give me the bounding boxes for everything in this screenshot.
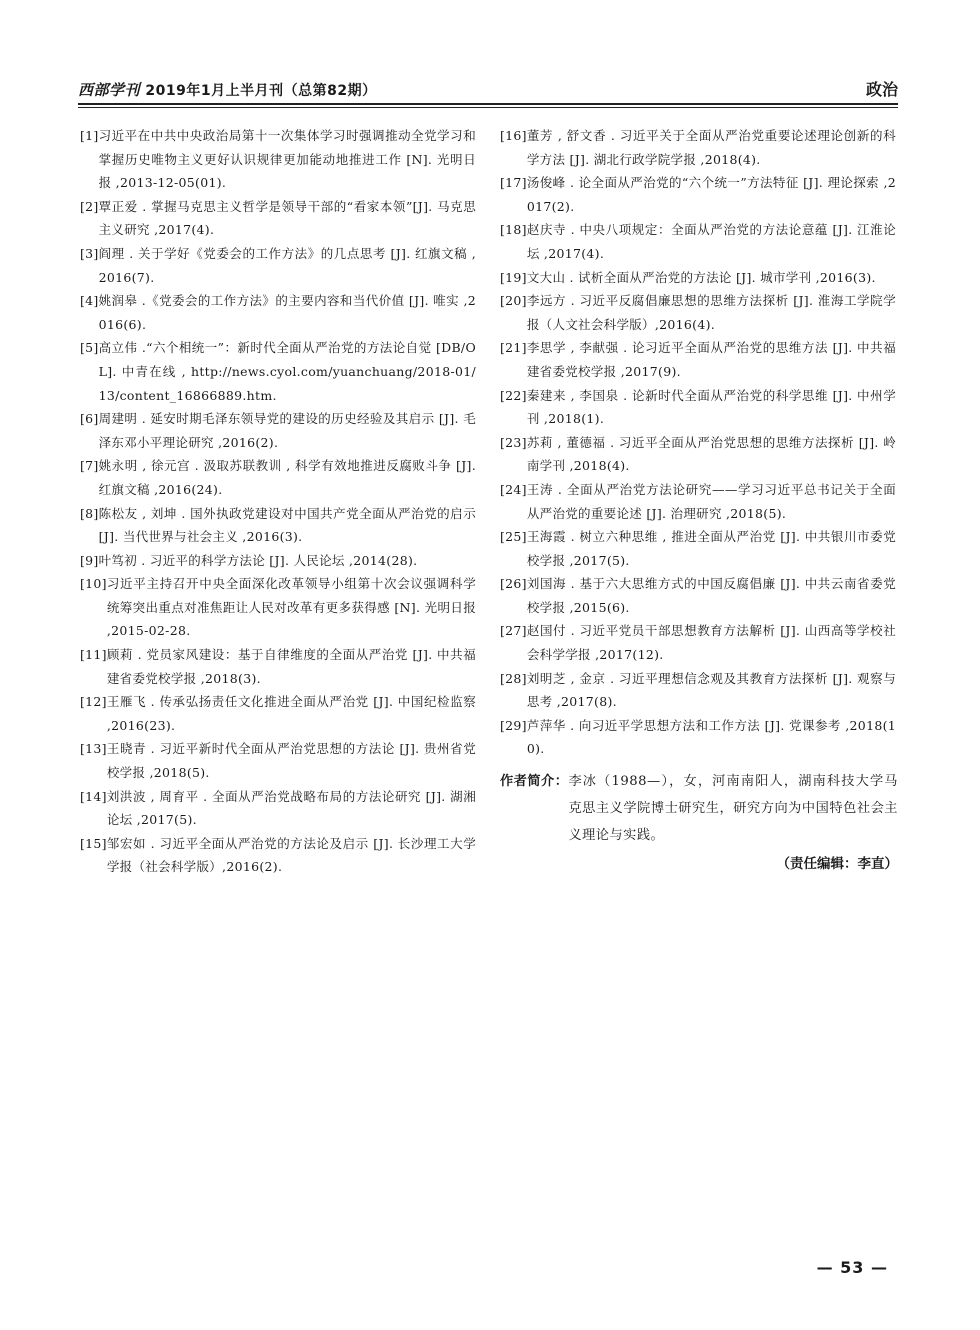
reference-number: [28] [500, 670, 527, 686]
reference-number: [29] [500, 717, 527, 733]
reference-item [80, 242, 476, 289]
reference-text: 赵庆寺 . 中央八项规定：全面从严治党的方法论意蕴 [J]. 江淮论坛 ,2017(4). [526, 222, 896, 261]
reference-item [500, 525, 896, 572]
reference-text: 王海霞 . 树立六种思维 , 推进全面从严治党 [J]. 中共银川市委党校学报 ,2017(5). [526, 529, 896, 568]
reference-item [80, 454, 476, 501]
reference-text: 王雁飞 . 传承弘扬责任文化推进全面从严治党 [J]. 中国纪检监察 ,2016(23). [106, 694, 476, 733]
reference-text: 苏莉 , 董德福 . 习近平全面从严治党思想的思维方法探析 [J]. 岭南学刊 ,2018(4). [526, 434, 896, 474]
reference-text: 习近平主持召开中央全面深化改革领导小组第十次会议强调科学统筹突出重点对准焦距让人民对改革有更多获得感 [N]. 光明日报 ,2015-02-28. [106, 576, 476, 639]
reference-item [80, 690, 476, 737]
reference-text: 顾莉 . 党员家风建设：基于自律维度的全面从严治党 [J]. 中共福建省委党校学报 ,2018(3). [106, 647, 476, 686]
reference-number: [9] [80, 552, 99, 568]
reference-item [500, 266, 896, 290]
reference-item [500, 431, 896, 478]
reference-text: 习近平在中共中央政治局第十一次集体学习时强调推动全党学习和掌握历史唯物主义更好认识规律更加能动地推进工作 [N]. 光明日报 ,2013-12-05(01). [98, 128, 476, 191]
reference-item [80, 289, 476, 336]
reference-text: 王晓青 . 习近平新时代全面从严治党思想的方法论 [J]. 贵州省党校学报 ,2018(5). [106, 741, 476, 781]
journal-name: 西部学刊 [78, 81, 141, 99]
reference-item [80, 124, 476, 195]
reference-text: 汤俊峰 . 论全面从严治党的“六个统一”方法特征 [J]. 理论探索 ,2017(2). [526, 175, 896, 214]
reference-item [80, 785, 476, 832]
reference-item [80, 832, 476, 879]
reference-number: [20] [500, 293, 527, 309]
reference-item [80, 195, 476, 242]
references-left-column [80, 124, 476, 879]
reference-text: 李远方 . 习近平反腐倡廉思想的思维方法探析 [J]. 淮海工学院学报（人文社会科学版）,2016(4). [526, 293, 896, 332]
reference-item [500, 171, 896, 218]
reference-item [500, 714, 896, 761]
reference-number: [21] [500, 340, 527, 356]
reference-item [80, 549, 476, 573]
reference-item [500, 124, 896, 171]
reference-number: [11] [80, 647, 107, 663]
author-bio-label: 作者简介： [500, 774, 569, 789]
reference-number: [12] [80, 694, 107, 710]
reference-text: 文大山 . 试析全面从严治党的方法论 [J]. 城市学刊 ,2016(3). [526, 269, 876, 285]
reference-text: 刘洪波 , 周育平 . 全面从严治党战略布局的方法论研究 [J]. 湖湘论坛 ,2017(5). [106, 788, 476, 828]
running-header [78, 76, 898, 100]
reference-number: [19] [500, 269, 527, 285]
reference-number: [18] [500, 222, 527, 238]
reference-number: [14] [80, 788, 107, 804]
reference-text: 刘明芝 , 金京 . 习近平理想信念观及其教育方法探析 [J]. 观察与思考 ,2017(8). [526, 670, 896, 710]
editor-note: （责任编辑：李直） [776, 856, 898, 872]
reference-item [500, 384, 896, 431]
reference-text: 周建明 . 延安时期毛泽东领导党的建设的历史经验及其启示 [J]. 毛泽东邓小平理论研究 ,2016(2). [98, 411, 476, 450]
author-bio [500, 768, 898, 849]
reference-text: 陈松友 , 刘坤 . 国外执政党建设对中国共产党全面从严治党的启示 [J]. 当代世界与社会主义 ,2016(3). [98, 505, 476, 545]
reference-item [80, 407, 476, 454]
reference-number: [23] [500, 434, 527, 450]
reference-number: [7] [80, 458, 99, 474]
issue-info: 2019年1月上半月刊（总第82期） [145, 83, 377, 99]
reference-number: [24] [500, 481, 527, 497]
page-number: — 53 — [816, 1258, 888, 1277]
section-title: 政治 [865, 80, 898, 99]
reference-number: [2] [80, 198, 99, 214]
reference-item [80, 643, 476, 690]
reference-number: [5] [80, 340, 99, 356]
reference-number: [1] [80, 128, 99, 143]
reference-number: [22] [500, 387, 527, 403]
reference-item [80, 572, 476, 643]
reference-number: [4] [80, 293, 99, 309]
reference-item [500, 478, 896, 525]
reference-text: 董芳 , 舒文香 . 习近平关于全面从严治党重要论述理论创新的科学方法 [J]. 湖北行政学院学报 ,2018(4). [526, 128, 896, 167]
reference-item [500, 218, 896, 265]
reference-text: 姚永明 , 徐元宫 . 汲取苏联教训 , 科学有效地推进反腐败斗争 [J]. 红旗文稿 ,2016(24). [98, 458, 476, 497]
reference-item [500, 572, 896, 619]
header-rule [78, 103, 898, 108]
reference-number: [3] [80, 245, 99, 261]
reference-number: [26] [500, 576, 527, 592]
reference-number: [25] [500, 529, 527, 545]
reference-item [500, 336, 896, 383]
reference-text: 王涛 . 全面从严治党方法论研究——学习习近平总书记关于全面从严治党的重要论述 [J]. 治理研究 ,2018(5). [526, 481, 896, 521]
reference-text: 高立伟 .“六个相统一”：新时代全面从严治党的方法论自觉 [DB/OL]. 中青在线 , http://news.cyol.com/yuanchuang/2018-01/13/content_16866889.htm. [98, 340, 476, 403]
reference-text: 赵国付 . 习近平党员干部思想教育方法解析 [J]. 山西高等学校社会科学学报 ,2017(12). [526, 623, 896, 663]
reference-text: 芦萍华 . 向习近平学思想方法和工作方法 [J]. 党课参考 ,2018(10). [526, 717, 896, 757]
journal-issue-line [78, 79, 377, 100]
author-bio-text: 李冰（1988—），女，河南南阳人，湖南科技大学马克思主义学院博士研究生，研究方向为中国特色社会主义理论与实践。 [568, 774, 898, 843]
reference-item [500, 619, 896, 666]
reference-item [500, 667, 896, 714]
reference-number: [10] [80, 576, 107, 592]
reference-number: [8] [80, 505, 99, 521]
reference-text: 姚润皋 .《党委会的工作方法》的主要内容和当代价值 [J]. 唯实 ,2016(6). [98, 293, 476, 332]
reference-text: 刘国海 . 基于六大思维方式的中国反腐倡廉 [J]. 中共云南省委党校学报 ,2015(6). [526, 576, 896, 615]
references-right-column [500, 124, 896, 761]
reference-number: [17] [500, 175, 527, 191]
reference-text: 邹宏如 . 习近平全面从严治党的方法论及启示 [J]. 长沙理工大学学报（社会科学版）,2016(2). [106, 835, 476, 875]
reference-text: 秦建来 , 李国泉 . 论新时代全面从严治党的科学思维 [J]. 中州学刊 ,2018(1). [526, 387, 896, 427]
reference-number: [27] [500, 623, 527, 639]
reference-number: [13] [80, 741, 107, 757]
reference-text: 阎理 . 关于学好《党委会的工作方法》的几点思考 [J]. 红旗文稿 ,2016(7). [98, 245, 476, 285]
reference-number: [15] [80, 835, 107, 851]
reference-text: 覃正爱 . 掌握马克思主义哲学是领导干部的“看家本领”[J]. 马克思主义研究 ,2017(4). [98, 198, 476, 238]
reference-number: [6] [80, 411, 99, 427]
reference-number: [16] [500, 128, 527, 143]
reference-text: 李思学 , 李献强 . 论习近平全面从严治党的思维方法 [J]. 中共福建省委党校学报 ,2017(9). [526, 340, 896, 379]
reference-item [80, 502, 476, 549]
reference-item [80, 336, 476, 407]
reference-item [500, 289, 896, 336]
reference-text: 叶笃初 . 习近平的科学方法论 [J]. 人民论坛 ,2014(28). [98, 552, 418, 568]
reference-item [80, 737, 476, 784]
